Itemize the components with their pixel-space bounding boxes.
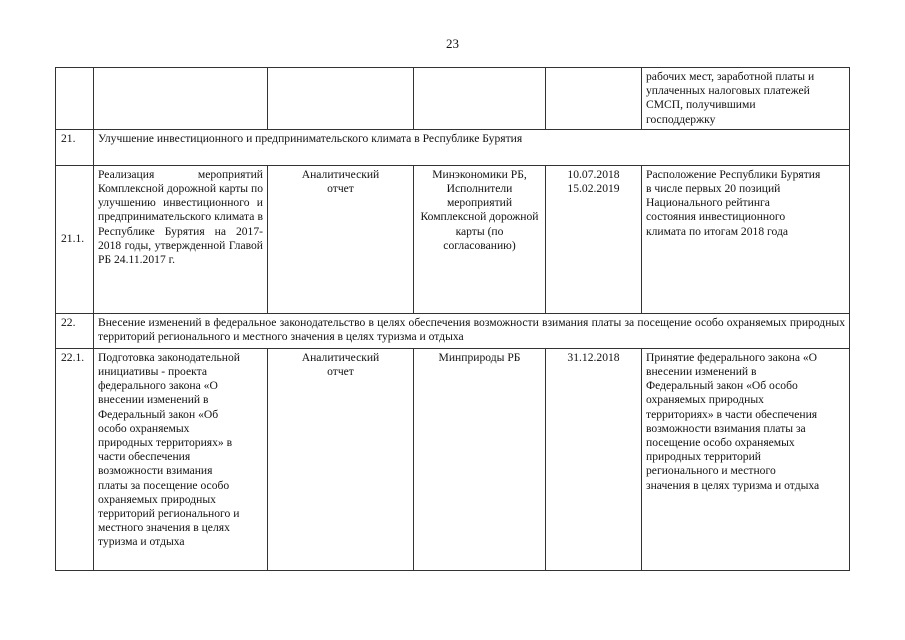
page-number: 23 bbox=[446, 36, 459, 51]
continued-row bbox=[56, 68, 850, 130]
executor-text: Минприроды РБ bbox=[438, 350, 521, 364]
cell-num bbox=[56, 68, 94, 130]
result-text: рабочих мест, заработной платы и уплаченных налоговых платежей СМСП, получившими господдержку bbox=[646, 70, 815, 126]
section-title: Внесение изменений в федеральное законодательство в целях обеспечения возможности взимания платы за посещение особо охраняемых природных территорий регионального и местного значения в целях туризма и отдыха bbox=[94, 313, 850, 348]
table-row-22-1 bbox=[56, 348, 850, 570]
section-num: 21. bbox=[56, 129, 94, 165]
table-row-21-1 bbox=[56, 165, 850, 313]
result-text: Принятие федерального закона «О внесении изменений в Федеральный закон «Об особо охраняемых природных территориях» в части обеспечения возможности взимания платы за посещение особо охраняемых природных территорий регионального и местного значения в целях туризма и отдыха bbox=[646, 350, 820, 492]
section-num: 22. bbox=[56, 313, 94, 348]
plan-table bbox=[55, 67, 850, 571]
cell-date bbox=[546, 68, 642, 130]
section-title: Улучшение инвестиционного и предпринимательского климата в Республике Бурятия bbox=[94, 129, 850, 165]
result-text: Расположение Республики Бурятия в числе первых 20 позиций Национального рейтинга состояния инвестиционного климата по итогам 2018 года bbox=[646, 167, 821, 238]
row-num: 21.1. bbox=[56, 165, 94, 313]
doc-type-text: Аналитический отчет bbox=[301, 350, 380, 379]
section-row-21 bbox=[56, 129, 850, 165]
date-text: 31.12.2018 bbox=[567, 350, 620, 364]
cell-executor bbox=[414, 68, 546, 130]
date-text: 10.07.2018 15.02.2019 bbox=[567, 167, 620, 196]
section-row-22 bbox=[56, 313, 850, 348]
row-num: 22.1. bbox=[56, 348, 94, 570]
cell-result bbox=[642, 68, 850, 130]
action-text: Подготовка законодательной инициативы - проекта федерального закона «О внесении изменений в Федеральный закон «Об особо охраняемых природных территориях» в части обеспечения возможности взимания платы за посещение особо охраняемых природных территорий регионального и местного значения в целях туризма и отдыха bbox=[98, 350, 240, 549]
cell-action bbox=[94, 68, 268, 130]
cell-doc-type bbox=[268, 68, 414, 130]
doc-type-text: Аналитический отчет bbox=[301, 167, 380, 196]
action-text: Реализация мероприятий Комплексной дорожной карты по улучшению инвестиционного и предпринимательского климата в Республике Бурятия на 2017-2018 годы, утвержденной Главой РБ 24.11.2017 г. bbox=[94, 165, 268, 313]
executor-text: Минэкономики РБ, Исполнители мероприятий Комплексной дорожной карты (по согласованию) bbox=[420, 167, 539, 252]
